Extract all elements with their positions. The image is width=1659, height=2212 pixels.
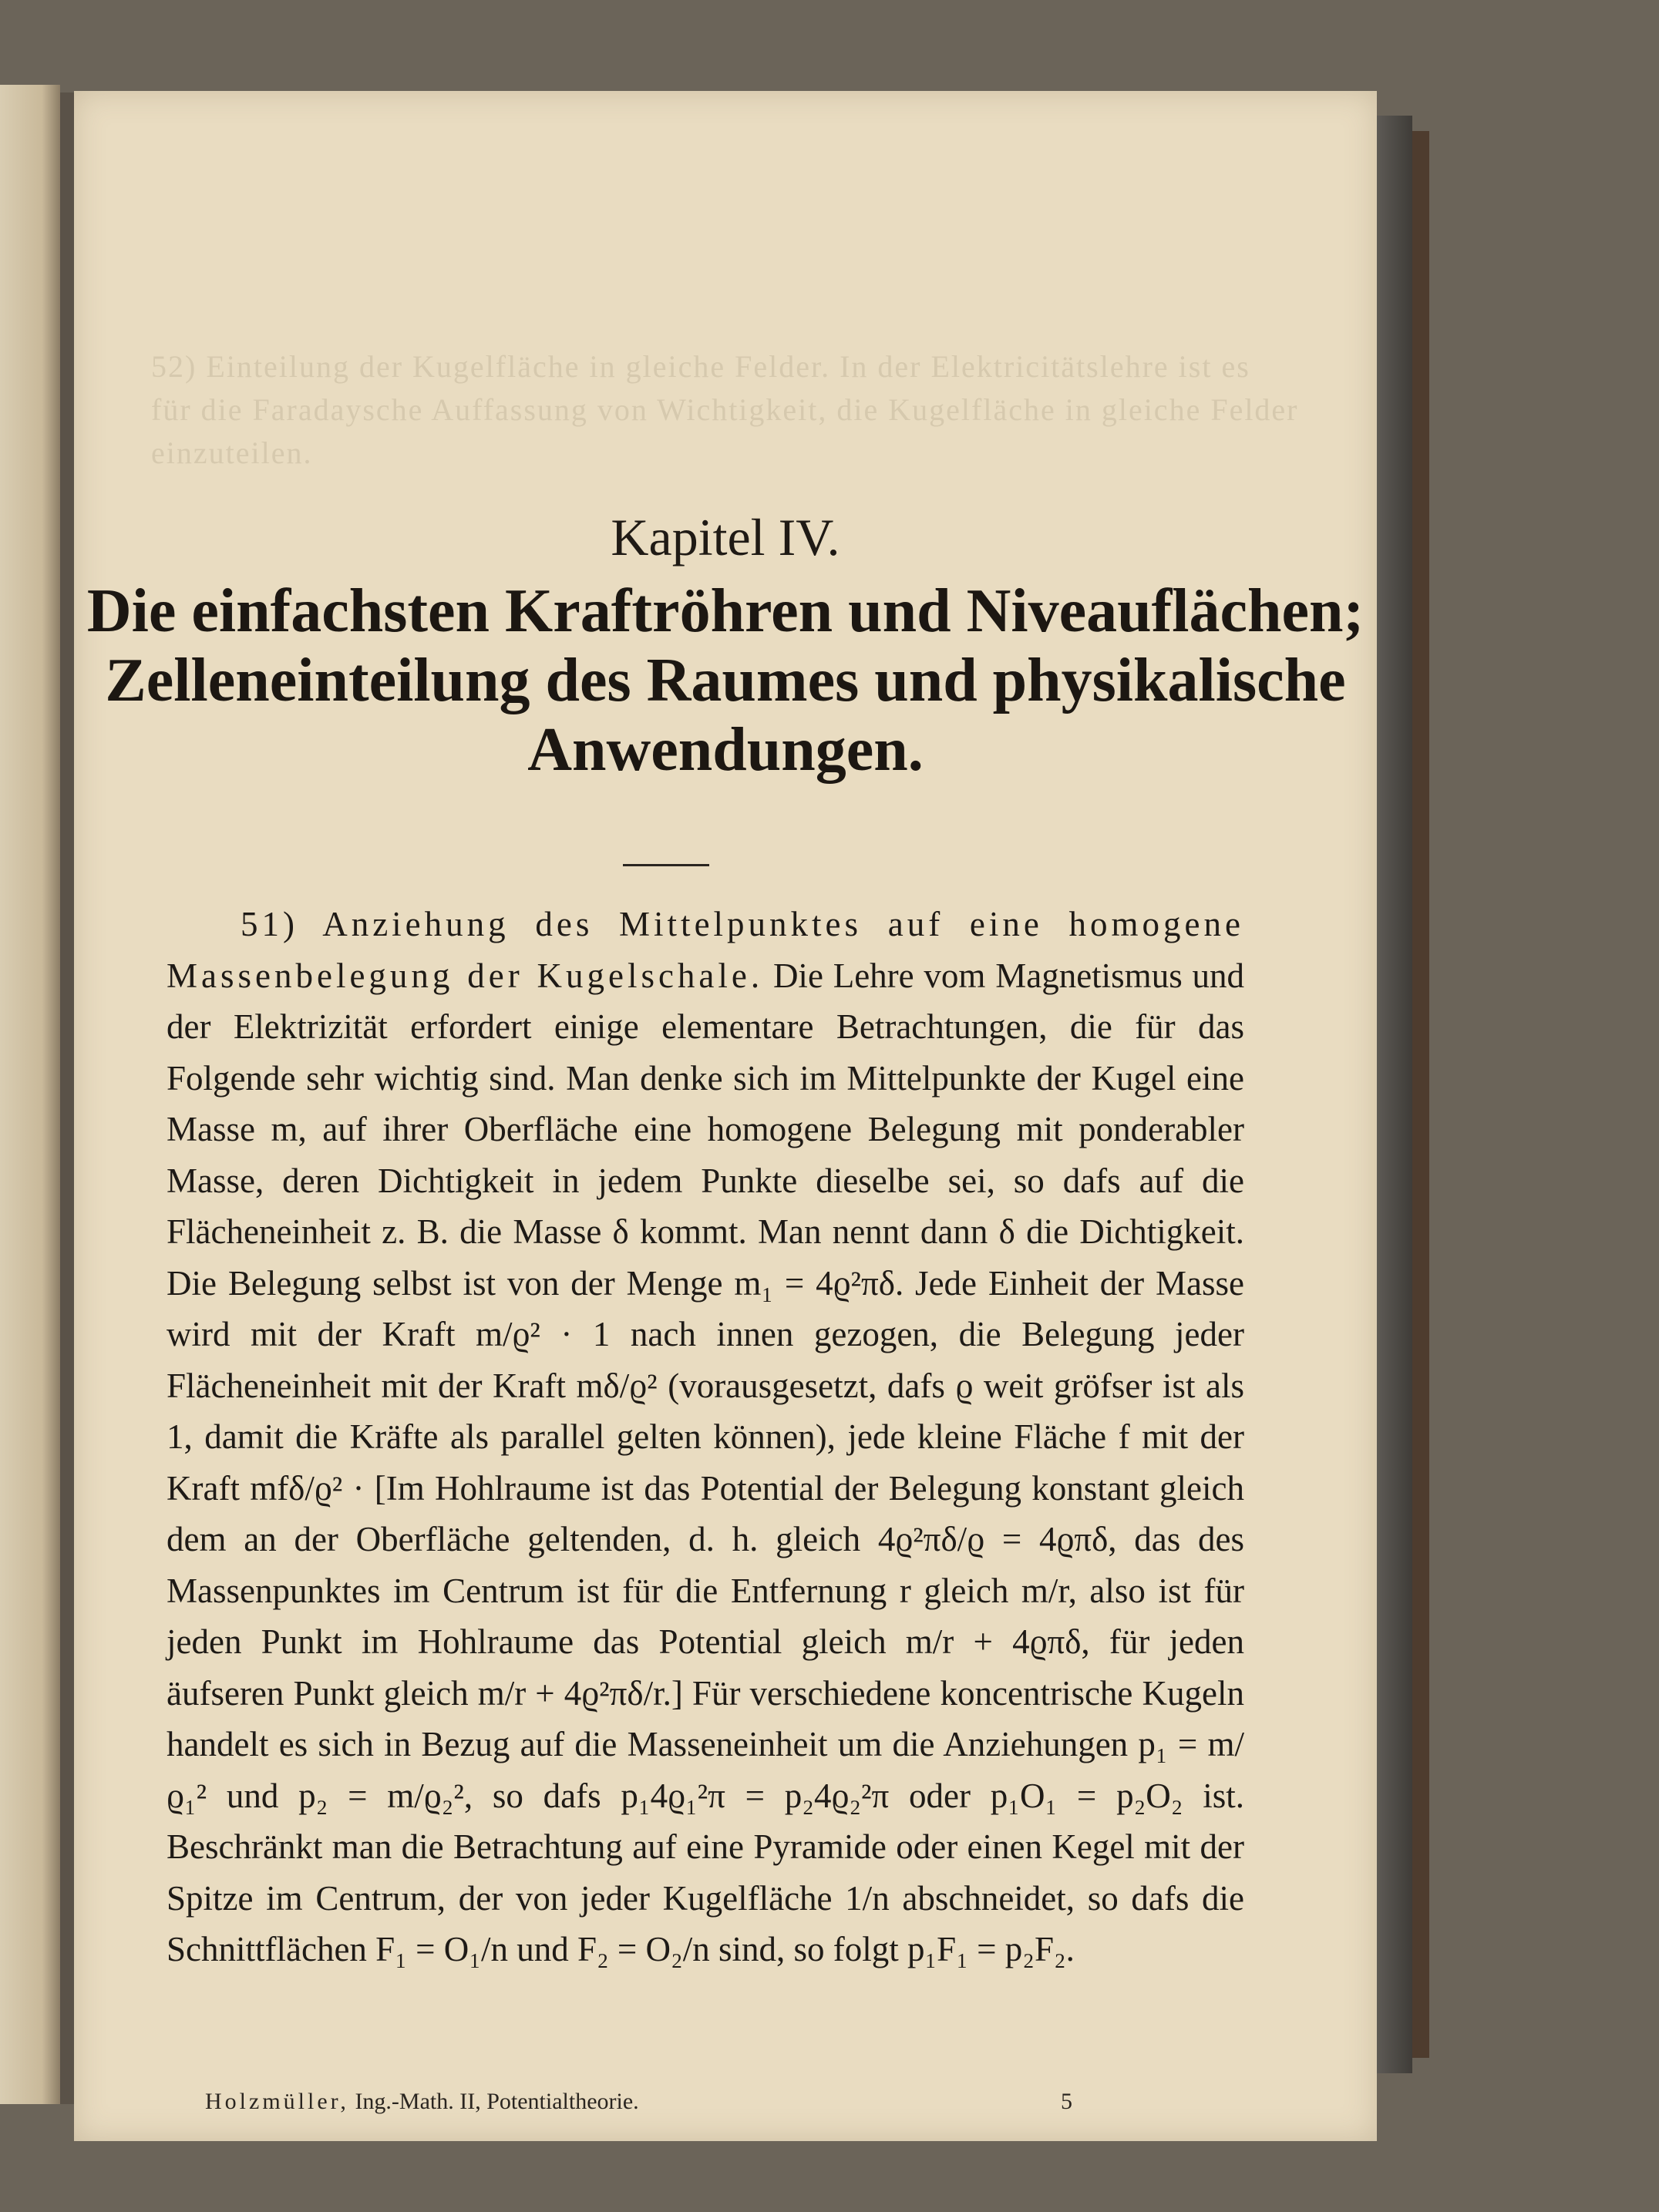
section-heading: 51) Anziehung des Mittelpunktes auf eine homogene Massenbelegung der Kugelschale. (167, 905, 1244, 995)
book-cover-edge (1412, 131, 1429, 2058)
chapter-label: Kapitel IV. (611, 508, 840, 566)
page-footer (205, 2089, 1269, 2115)
chapter-title-line-2: Zelleneinteilung des Raumes und physikalische (105, 647, 1346, 714)
book-gutter (60, 92, 74, 2104)
chapter-title-line-1: Die einfachsten Kraftröhren und Niveauflächen; (86, 577, 1365, 645)
left-page-edge (0, 85, 60, 2104)
chapter-title (74, 577, 1377, 785)
section-body: Die Lehre vom Magnetismus und der Elektrizität erfordert einige elementare Betrachtungen, die für das Folgende sehr wichtig sind. Man denke sich im Mittelpunkte der Kugel eine Masse m, auf ihrer Oberfläche eine homogene Belegung mit ponderabler Masse, deren Dichtigkeit in jedem Punkte dieselbe sei, so dafs auf die Flächeneinheit z. B. die Masse δ kommt. Man nennt dann δ die Dichtigkeit. Die Belegung selbst ist von der Menge m₁ = 4ϱ²πδ. Jede Einheit der Masse wird mit der Kraft m/ϱ² · 1 nach innen gezogen, die Belegung jeder Flächeneinheit mit der Kraft mδ/ϱ² (vorausgesetzt, dafs ϱ weit gröfser ist als 1, damit die Kräfte als parallel gelten können), jede kleine Fläche f mit der Kraft mfδ/ϱ² · [Im Hohlraume ist das Potential der Belegung konstant gleich dem an der Oberfläche geltenden, d. h. gleich 4ϱ²πδ/ϱ = 4ϱπδ, das des Massenpunktes im Centrum ist für die Entfernung r gleich m/r, also ist für jeden Punkt im Hohlraume das Potential gleich m/r + 4ϱπδ, für jeden äufseren Punkt gleich m/r + 4ϱ²πδ/r.] Für verschiedene koncentrische Kugeln handelt es sich in Bezug auf die Masseneinheit um die Anziehungen p₁ = m/ϱ₁² und p₂ = m/ϱ₂², so dafs p₁4ϱ₁²π = p₂4ϱ₂²π oder p₁O₁ = p₂O₂ ist. Beschränkt man die Betrachtung auf eine Pyramide oder einen Kegel mit der Spitze im Centrum, der von jeder Kugelfläche 1/n abschneidet, so dafs die Schnittflächen F₁ = O₁/n und F₂ = O₂/n sind, so folgt p₁F₁ = p₂F₂. (167, 956, 1244, 1968)
book-page (74, 91, 1377, 2141)
page-stack-edge (1377, 116, 1412, 2073)
page-number: 5 (1061, 2089, 1072, 2114)
footer-series: Ing.-Math. II, Potentialtheorie. (355, 2089, 639, 2114)
title-divider (623, 864, 709, 866)
show-through-text: 52) Einteilung der Kugelfläche in gleiche Felder. In der Elektricitätslehre ist es für die Faradaysche Auffassung von Wichtigkeit, die Kugelfläche in gleiche Felder einzuteilen. (151, 349, 1299, 470)
chapter-title-line-3: Anwendungen. (527, 716, 924, 784)
section-51 (167, 899, 1244, 1975)
footer-author: Holzmüller, (205, 2089, 349, 2114)
